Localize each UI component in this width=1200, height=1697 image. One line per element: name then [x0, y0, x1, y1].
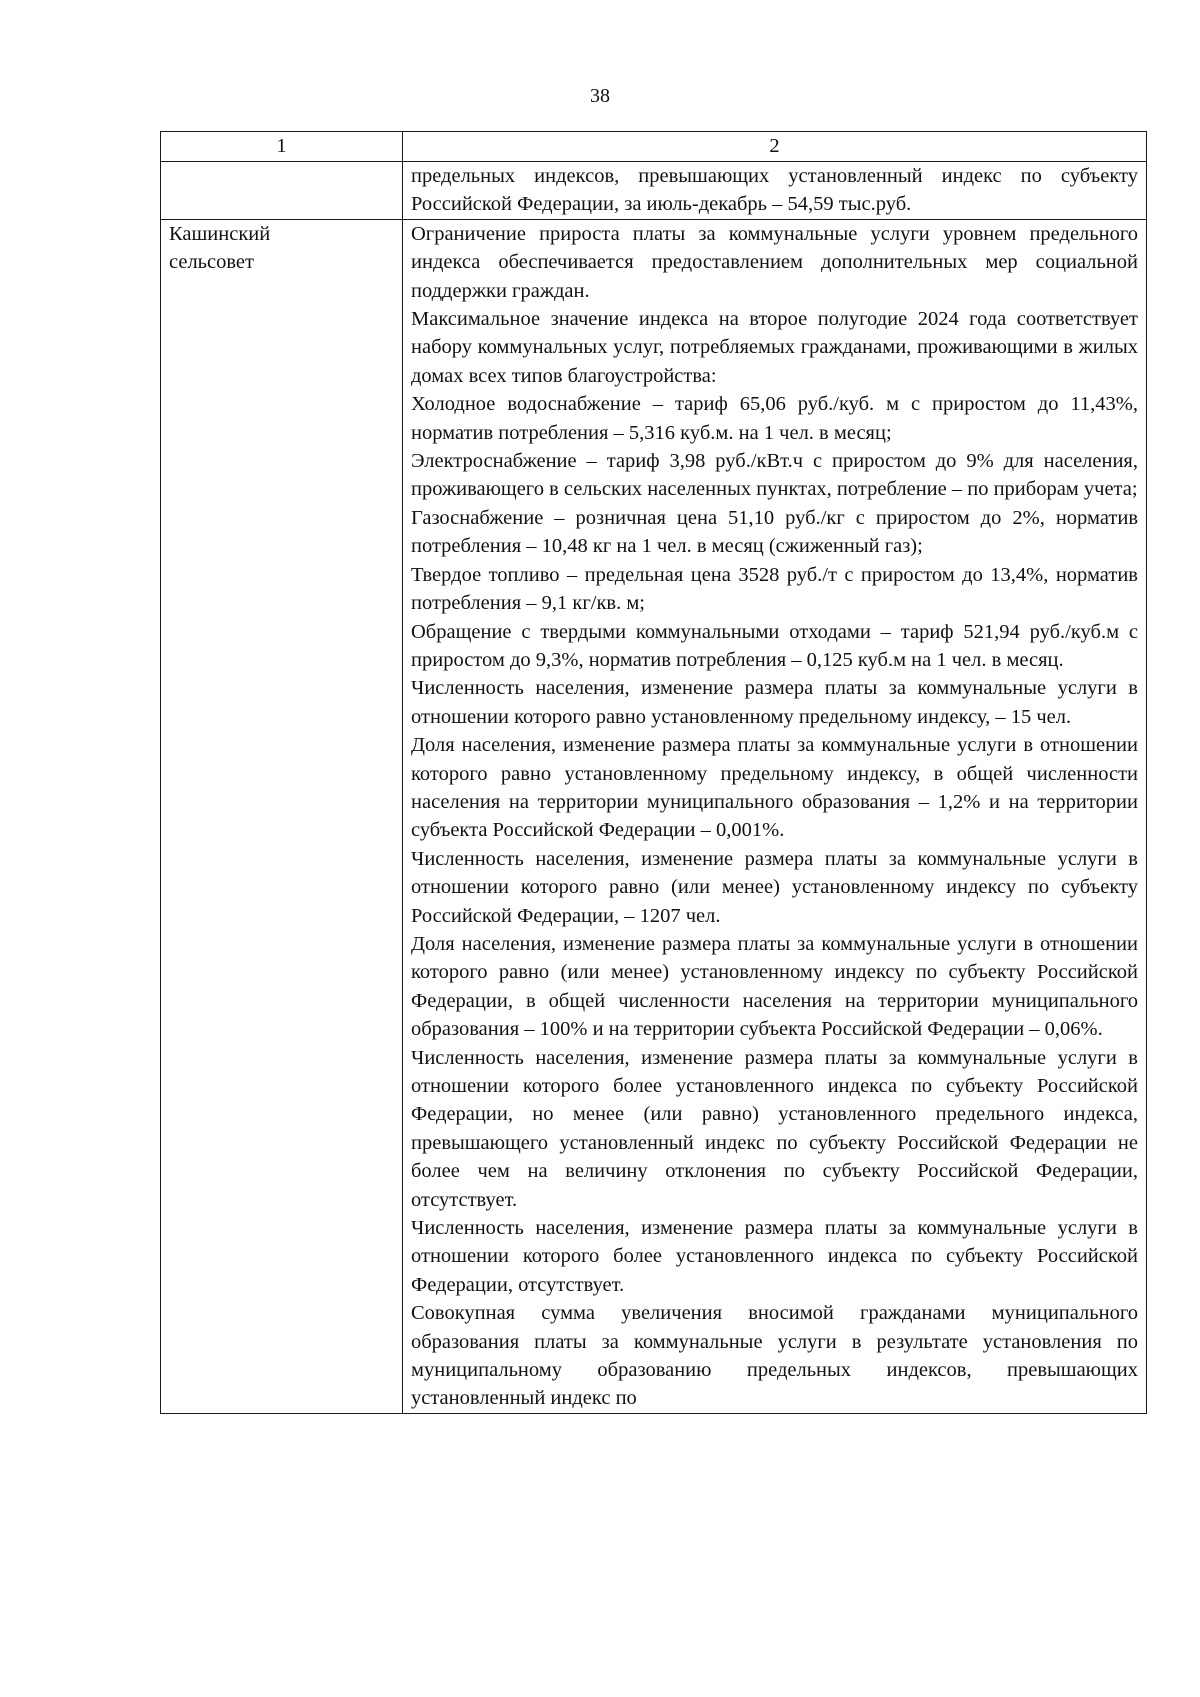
municipality-name-line-1: Кашинский	[169, 222, 271, 245]
paragraph-cold-water: Холодное водоснабжение – тариф 65,06 руб./куб. м с приростом до 11,43%, норматив потребления – 5,316 куб.м. на 1 чел. в месяц;	[411, 393, 1138, 444]
paragraph-population-less: Численность населения, изменение размера платы за коммунальные услуги в отношении которого равно (или менее) установленному индексу по субъекту Российской Федерации, – 1207 чел.	[411, 847, 1138, 927]
paragraph-share-less: Доля населения, изменение размера платы за коммунальные услуги в отношении которого равно (или менее) установленному индексу по субъекту Российской Федерации, в общей численности населения на территории муниципального образования – 100% и на территории субъекта Российской Федерации – 0,06%.	[411, 932, 1138, 1041]
municipality-name-line-2: сельсовет	[169, 251, 254, 274]
paragraph-population-equal: Численность населения, изменение размера платы за коммунальные услуги в отношении которого равно установленному предельному индексу, – 15 чел.	[411, 677, 1138, 728]
paragraph-max-index: Максимальное значение индекса на второе полугодие 2024 года соответствует набору коммунальных услуг, потребляемых гражданами, проживающими в жилых домах всех типов благоустройства:	[411, 308, 1138, 387]
header-cell-1: 1	[161, 132, 403, 162]
continued-row-text-cell	[403, 162, 1147, 220]
document-table	[160, 131, 1147, 1414]
paragraph-population-more: Численность населения, изменение размера платы за коммунальные услуги в отношении которого более установленного индекса по субъекту Российской Федерации, отсутствует.	[411, 1217, 1138, 1296]
paragraph-limit-growth: Ограничение прироста платы за коммунальные услуги уровнем предельного индекса обеспечивается предоставлением дополнительных мер социальной поддержки граждан.	[411, 222, 1138, 302]
municipality-name-cell	[161, 219, 403, 1413]
continued-row-name-cell	[161, 162, 403, 220]
table-header-row	[161, 132, 1147, 162]
paragraph-solid-fuel: Твердое топливо – предельная цена 3528 руб./т с приростом до 13,4%, норматив потребления – 9,1 кг/кв. м;	[411, 563, 1138, 615]
paragraph-share-equal: Доля населения, изменение размера платы за коммунальные услуги в отношении которого равно установленному предельному индексу, в общей численности населения на территории муниципального образования – 1,2% и на территории субъекта Российской Федерации – 0,001%.	[411, 734, 1138, 842]
paragraph-total-sum: Совокупная сумма увеличения вносимой гражданами муниципального образования платы за коммунальные услуги в результате установления по муниципальному образованию предельных индексов, превышающих установленный индекс по	[411, 1302, 1138, 1410]
table-row-kashinsky	[161, 219, 1147, 1413]
header-cell-2: 2	[403, 132, 1147, 162]
page-number: 38	[590, 85, 610, 107]
municipality-text-cell	[403, 219, 1147, 1413]
paragraph-population-deviation: Численность населения, изменение размера платы за коммунальные услуги в отношении которого более установленного индекса по субъекту Российской Федерации, но менее (или равно) установленного предельного индекса, превышающего установленный индекс по субъекту Российской Федерации не более чем на величину отклонения по субъекту Российской Федерации, отсутствует.	[411, 1046, 1138, 1211]
continued-paragraph: предельных индексов, превышающих установленный индекс по субъекту Российской Федерации, за июль-декабрь – 54,59 тыс.руб.	[411, 165, 1138, 216]
paragraph-gas: Газоснабжение – розничная цена 51,10 руб./кг с приростом до 2%, норматив потребления – 10,48 кг на 1 чел. в месяц (сжиженный газ);	[411, 506, 1138, 558]
table-row-continued	[161, 162, 1147, 220]
paragraph-electricity: Электроснабжение – тариф 3,98 руб./кВт.ч с приростом до 9% для населения, проживающего в сельских населенных пунктах, потребление – по приборам учета;	[411, 450, 1138, 501]
paragraph-waste: Обращение с твердыми коммунальными отходами – тариф 521,94 руб./куб.м с приростом до 9,3%, норматив потребления – 0,125 куб.м на 1 чел. в месяц.	[411, 620, 1138, 671]
